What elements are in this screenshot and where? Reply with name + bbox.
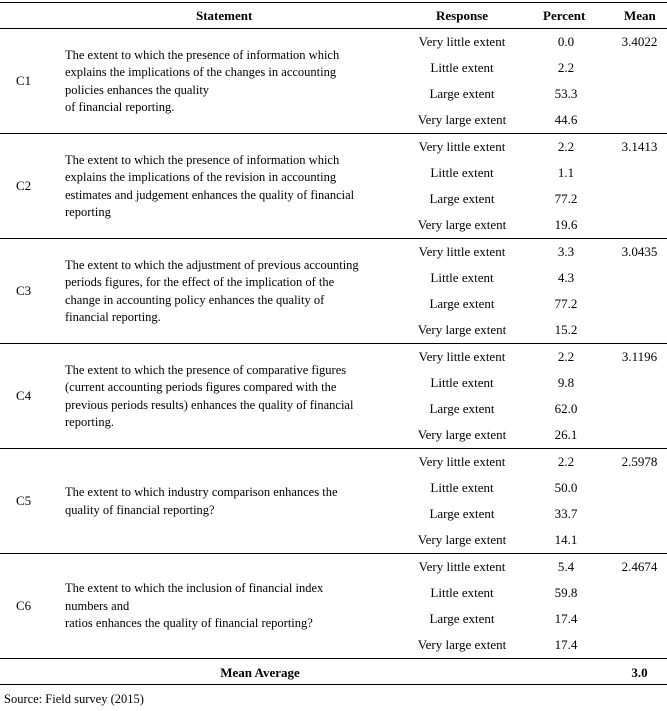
response-percent: 14.1 (554, 532, 578, 547)
statement-line: explains the implications of the changes in accounting (65, 65, 337, 79)
response-label: Little extent (430, 480, 494, 495)
row-mean: 3.1196 (621, 349, 658, 364)
row-id: C1 (16, 73, 32, 88)
row-id: C5 (16, 493, 32, 508)
response-percent: 9.8 (557, 375, 575, 390)
table-bottom-rule (0, 684, 667, 685)
response-label: Very little extent (418, 34, 506, 49)
row-mean: 2.5978 (621, 454, 658, 469)
statement-line: reporting (65, 205, 111, 219)
mean-average-value: 3.0 (631, 665, 648, 680)
response-label: Very large extent (417, 217, 507, 232)
response-label: Very large extent (417, 112, 507, 127)
response-label: Little extent (430, 165, 494, 180)
statement-line: The extent to which the adjustment of previous accounting (65, 257, 359, 272)
statement-line: The extent to which industry comparison enhances the (65, 485, 338, 499)
response-label: Very little extent (418, 244, 506, 259)
row-mean: 3.4022 (621, 34, 658, 49)
response-percent: 77.2 (554, 296, 578, 311)
row-id: C3 (16, 283, 32, 298)
row-statement (65, 580, 395, 633)
response-label: Little extent (430, 375, 494, 390)
statement-line: previous periods results) enhances the quality of financial (65, 397, 354, 412)
response-label: Large extent (429, 611, 495, 626)
row-rule (0, 343, 667, 344)
row-id: C2 (16, 178, 32, 193)
source-note: Source: Field survey (2015) (4, 692, 144, 706)
statement-line: policies enhances the quality (65, 82, 210, 97)
response-percent: 2.2 (557, 349, 575, 364)
statement-line: ratios enhances the quality of financial reporting? (65, 616, 313, 631)
row-rule (0, 448, 667, 449)
mean-average-label: Mean Average (220, 665, 300, 680)
statement-line: financial reporting. (65, 310, 161, 324)
response-percent: 2.2 (557, 60, 575, 75)
header-statement: Statement (196, 8, 253, 23)
header-percent: Percent (543, 8, 586, 23)
header-rule (0, 28, 667, 29)
response-label: Very little extent (418, 454, 506, 469)
statement-line: explains the implications of the revision in accounting (65, 170, 337, 184)
statement-line: estimates and judgement enhances the quality of financial (65, 187, 355, 202)
response-percent: 50.0 (554, 480, 578, 495)
statement-line: reporting. (65, 415, 114, 429)
row-mean: 3.0435 (621, 244, 658, 259)
row-rule (0, 133, 667, 134)
response-label: Very large extent (417, 532, 507, 547)
response-label: Very large extent (417, 427, 507, 442)
response-label: Very large extent (417, 322, 507, 337)
row-statement (65, 47, 395, 117)
statement-line: The extent to which the inclusion of financial index (65, 581, 324, 596)
header-mean: Mean (624, 8, 656, 23)
table-top-rule (0, 2, 667, 3)
response-label: Large extent (429, 506, 495, 521)
response-label: Little extent (430, 270, 494, 285)
response-percent: 3.3 (557, 244, 575, 259)
response-percent: 77.2 (554, 191, 578, 206)
response-label: Large extent (429, 296, 495, 311)
response-label: Very large extent (417, 637, 507, 652)
statement-line: The extent to which the presence of information which (65, 47, 340, 62)
response-percent: 15.2 (554, 322, 578, 337)
row-statement (65, 484, 395, 519)
statement-line: The extent to which the presence of information which (65, 152, 340, 167)
response-label: Very little extent (418, 139, 506, 154)
statement-line: The extent to which the presence of comparative figures (65, 362, 347, 377)
response-percent: 44.6 (554, 112, 578, 127)
response-percent: 1.1 (557, 165, 575, 180)
response-percent: 53.3 (554, 86, 578, 101)
row-rule (0, 658, 667, 659)
response-percent: 17.4 (554, 611, 578, 626)
statement-line: of financial reporting. (65, 100, 175, 114)
row-id: C4 (16, 388, 32, 403)
response-label: Little extent (430, 585, 494, 600)
response-label: Large extent (429, 191, 495, 206)
response-label: Very little extent (418, 559, 506, 574)
response-label: Large extent (429, 86, 495, 101)
response-percent: 19.6 (554, 217, 578, 232)
response-percent: 33.7 (554, 506, 578, 521)
row-statement (65, 152, 395, 222)
response-percent: 0.0 (557, 34, 575, 49)
row-statement (65, 257, 395, 327)
row-rule (0, 238, 667, 239)
statement-line: change in accounting policy enhances the quality of (65, 292, 325, 307)
row-mean: 2.4674 (621, 559, 658, 574)
response-label: Little extent (430, 60, 494, 75)
response-percent: 2.2 (557, 454, 575, 469)
response-percent: 2.2 (557, 139, 575, 154)
response-label: Large extent (429, 401, 495, 416)
response-percent: 17.4 (554, 637, 578, 652)
statement-line: quality of financial reporting? (65, 502, 215, 517)
row-statement (65, 362, 395, 432)
row-rule (0, 553, 667, 554)
response-percent: 62.0 (554, 401, 578, 416)
response-percent: 26.1 (554, 427, 578, 442)
statement-line: periods figures, for the effect of the implication of the (65, 275, 335, 289)
header-response: Response (436, 8, 489, 23)
row-id: C6 (16, 598, 32, 613)
row-mean: 3.1413 (621, 139, 658, 154)
response-percent: 59.8 (554, 585, 578, 600)
response-percent: 5.4 (557, 559, 575, 574)
response-label: Very little extent (418, 349, 506, 364)
response-percent: 4.3 (557, 270, 575, 285)
statement-line: (current accounting periods figures compared with the (65, 380, 337, 394)
statement-line: numbers and (65, 598, 130, 613)
